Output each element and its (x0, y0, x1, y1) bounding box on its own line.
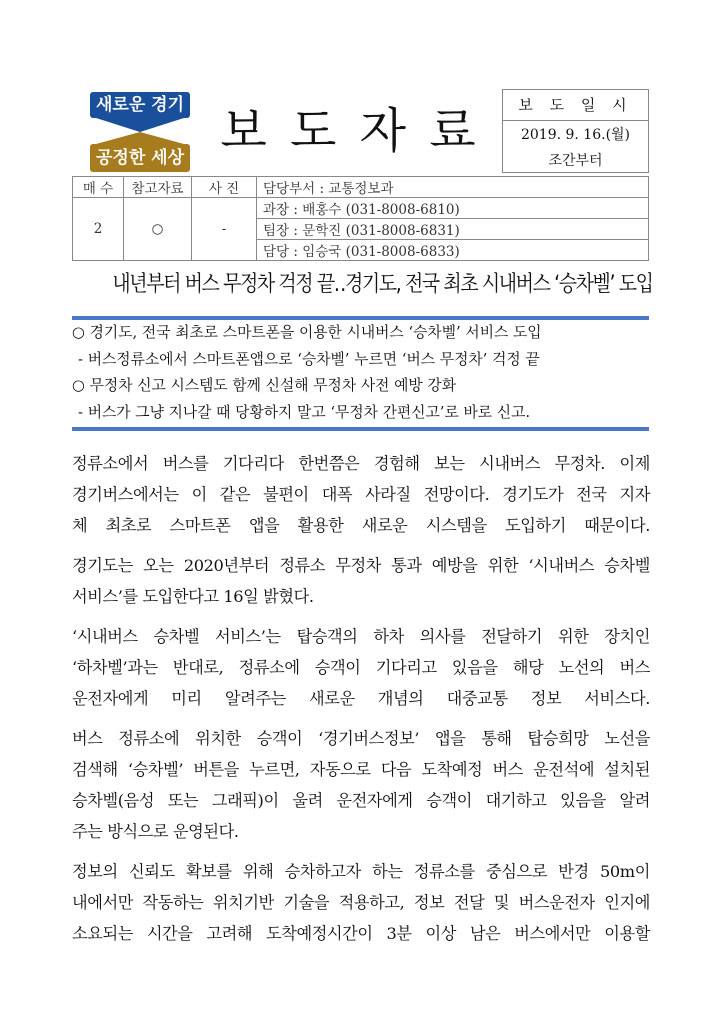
contact-staff: 담당 : 임승국 (031-8008-6833) (257, 240, 649, 261)
logo-roof (96, 132, 184, 144)
text-line: ‘하차벨’과는 반대로, 정류소에 승객이 기다리고 있음을 해당 노선의 버스 (72, 658, 650, 677)
text-line: 경기버스에서는 이 같은 불편이 대폭 사라질 전망이다. 경기도가 전국 지자 (72, 485, 650, 504)
contact-manager: 과장 : 배홍수 (031-8008-6810) (257, 198, 649, 219)
text-line: 검색해 ‘승차벨’ 버튼을 누르면, 자동으로 다음 도착예정 버스 운전석에 설치된 (72, 760, 650, 779)
header-photos: 사 진 (192, 177, 257, 198)
text-line: 내에서만 작동하는 위치기반 기술을 적용하고, 정보 전달 및 버스운전자 인지에 (72, 893, 650, 912)
attachments-value: ○ (124, 198, 192, 261)
text-line: 버스 정류소에 위치한 승객이 ‘경기버스정보’ 앱을 통해 탑승희망 노선을 (72, 729, 650, 748)
text-line: 소요되는 시간을 고려해 도착예정시간이 3분 이상 남은 버스에서만 이용할 (72, 924, 650, 943)
info-table (72, 176, 649, 261)
paragraph (72, 448, 650, 541)
summary-item: ○ 경기도, 전국 최초로 스마트폰을 이용한 시내버스 ‘승차벨’ 서비스 도입 (72, 324, 542, 341)
pages-value: 2 (73, 198, 124, 261)
header-attachments: 참고자료 (124, 177, 192, 198)
text-line: 서비스’를 도입한다고 16일 밝혔다. (72, 587, 314, 606)
logo-arrow (96, 118, 184, 132)
text-line: 경기도는 오는 2020년부터 정류소 무정차 통과 예방을 위한 ‘시내버스 승차벨 (72, 556, 650, 575)
divider-bottom (72, 427, 649, 431)
text-line: ‘시내버스 승차벨 서비스’는 탑승객의 하차 의사를 전달하기 위한 장치인 (72, 627, 650, 646)
gyeonggi-logo (88, 92, 194, 174)
body-text (72, 448, 650, 958)
release-date-header: 보 도 일 시 (503, 90, 648, 121)
paragraph (72, 856, 650, 949)
table-row (73, 177, 649, 198)
summary-subitem: - 버스가 그냥 지나갈 때 당황하지 말고 ‘무정차 간편신고’로 바로 신고. (78, 403, 531, 421)
summary-list (72, 320, 649, 426)
text-line: 정류소에서 버스를 기다리다 한번쯤은 경험해 보는 시내버스 무정차. 이제 (72, 454, 650, 473)
logo-top-text: 새로운 경기 (90, 92, 190, 118)
table-row (73, 198, 649, 219)
contact-team-lead: 팀장 : 문학진 (031-8008-6831) (257, 219, 649, 240)
paragraph (72, 723, 650, 847)
headline: 내년부터 버스 무정차 걱정 끝‥경기도, 전국 최초 시내버스 ‘승차벨’ 도입 (112, 272, 653, 297)
header-pages: 매 수 (73, 177, 124, 198)
summary-subitem: - 버스정류소에서 스마트폰앱으로 ‘승차벨’ 누르면 ‘버스 무정차’ 걱정 끝 (78, 350, 540, 368)
release-timing: 조간부터 (548, 153, 603, 169)
text-line: 운전자에게 미리 알려주는 새로운 개념의 대중교통 정보 서비스다. (72, 689, 650, 708)
release-date-box (502, 89, 649, 173)
text-line: 정보의 신뢰도 확보를 위해 승차하고자 하는 정류소를 중심으로 반경 50m이 (72, 862, 650, 881)
release-date: 2019. 9. 16.(월) (520, 127, 631, 143)
photos-value: - (192, 198, 257, 261)
paragraph (72, 621, 650, 714)
text-line: 주는 방식으로 운영된다. (72, 822, 239, 841)
document-title: 보 도 자 료 (220, 103, 480, 159)
text-line: 체 최초로 스마트폰 앱을 활용한 새로운 시스템을 도입하기 때문이다. (72, 516, 650, 535)
summary-item: ○ 무정차 신고 시스템도 함께 신설해 무정차 사전 예방 강화 (72, 377, 457, 394)
text-line: 승차벨(음성 또는 그래픽)이 울려 운전자에게 승객이 대기하고 있음을 알려 (72, 791, 650, 810)
department: 담당부서 : 교통정보과 (257, 177, 649, 198)
logo-bottom-text: 공정한 세상 (90, 144, 190, 172)
paragraph (72, 550, 650, 612)
